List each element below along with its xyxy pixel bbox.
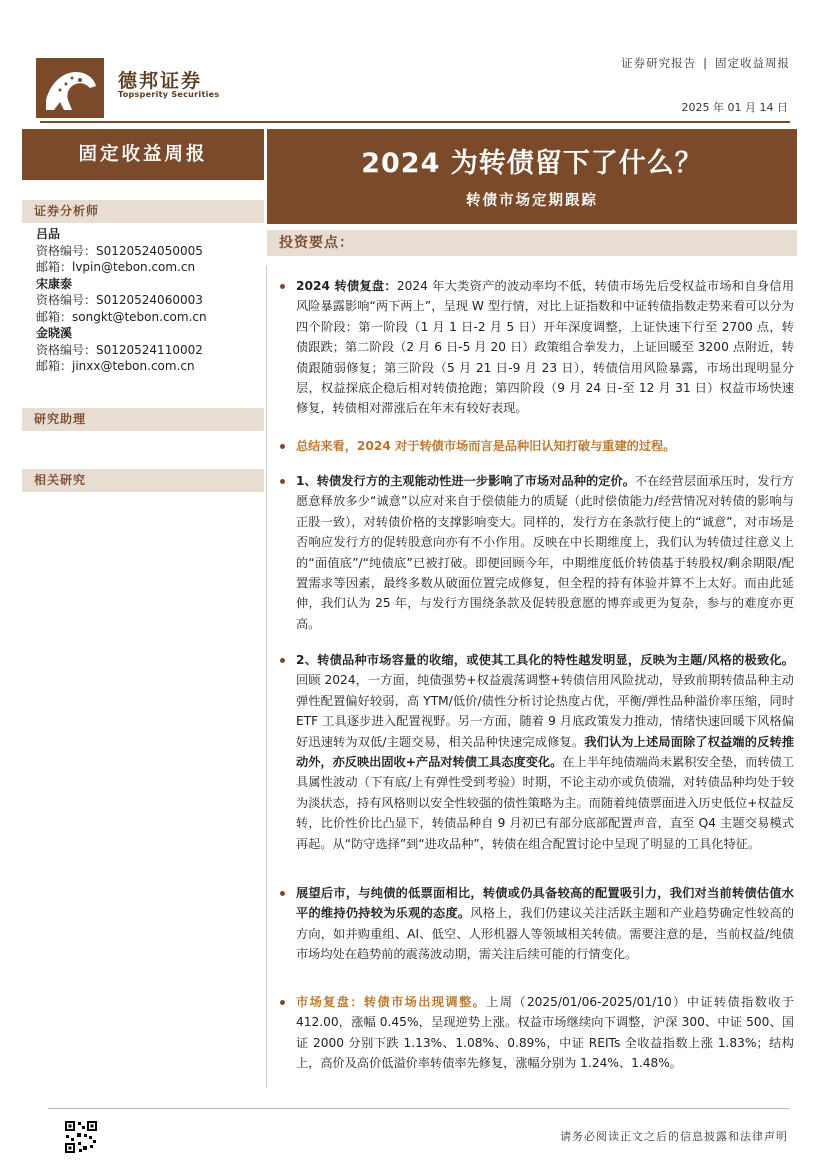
bullet-item <box>280 650 794 854</box>
related-research-heading: 相关研究 <box>22 469 264 492</box>
bullet-icon <box>280 891 285 896</box>
analyst-name: 宋康泰 <box>36 276 73 291</box>
brand-name-en: Topsperity Securities <box>118 90 220 99</box>
bullet-item <box>280 883 794 965</box>
bullet-icon <box>280 479 285 484</box>
header-divider <box>40 121 790 123</box>
report-type-line <box>621 55 790 71</box>
analyst-name: 金晓溪 <box>36 326 73 340</box>
bullet-lead: 2、转债品种市场容量的收缩，或使其工具化的特性越发明显，反映为主题/风格的极致化。 <box>296 653 794 667</box>
footer-divider <box>48 1108 790 1109</box>
bullet-text: 风格上，我们仍建议关注活跃主题和产业趋势确定性较高的方向，如并购重组、AI、低空、人形机器人等领域相关转债。需要注意的是，当前权益/纯债市场均处在趋势前的震荡波动期，需关注后续可能的行情变化。 <box>296 906 795 962</box>
bullet-text: 回顾 2024，一方面，纯债强势+权益震荡调整+转债信用风险扰动，导致前期转债品种主动弹性配置偏好较弱，高 YTM/低价/债性分析讨论热度占优，平衡/弹性品种溢价率压缩，同时 ETF 工具逐步进入配置视野。另一方面，随着 9 月底政策发力推动，情绪快速回暖下风格偏好迅速转为双低/主题交易，相关品种快速完成修复。 <box>296 673 794 749</box>
report-date: 2025 年 01 月 14 日 <box>681 101 788 114</box>
bullet-icon <box>280 658 285 663</box>
assistant-heading: 研究助理 <box>22 408 264 431</box>
bullet-text: 上周（2025/01/06-2025/01/10）中证转债指数收于 412.00，涨幅 0.45%，呈现逆势上涨。权益市场继续向下调整，沪深 300、中证 500、国证 2000 分别下跌 1.13%、1.08%、0.89%，中证 REITs 全收益指数上涨 1.83%；结构上，高价及高价低溢价率转债率先修复，涨幅分别为 1.24%、1.48%。 <box>296 995 795 1071</box>
bullet-item <box>280 992 794 1074</box>
analyst-block <box>36 226 207 375</box>
title-band <box>267 129 797 224</box>
bullet-lead: 2024 转债复盘： <box>296 279 397 293</box>
bullet-summary: 总结来看，2024 对于转债市场而言是品种旧认知打破与重建的过程。 <box>296 439 676 453</box>
separator: | <box>703 56 708 70</box>
bullet-text: 在上半年纯债端尚未累积安全垫，而转债工具属性波动（下有底/上有弹性受到考验）时期，不论主动亦或负债端，对转债品种均处于较为淡状态，持有风格则以安全性较强的债性策略为主。而随着纯债票面进入历史低位+权益反转，比价性价比凸显下，转债品种自 9 月初已有部分底部配置声音，直至 Q4 主题交易模式再起。从“防守选择”到“进攻品种”，转债在组合配置讨论中呈现了明显的工具化特征。 <box>296 755 795 851</box>
bullet-icon <box>280 444 285 449</box>
analysts-heading: 证券分析师 <box>22 200 264 223</box>
bullet-bold-text: 我们认为上述局面除了权益端的反转推动外，亦反映出固收+产品对转债工具态度变化。 <box>296 734 795 770</box>
analyst-cert: 资格编号：S0120524060003 <box>36 293 203 307</box>
brand-name-cn: 德邦证券 <box>118 70 203 92</box>
qr-code-icon <box>64 1120 98 1154</box>
column-divider <box>266 266 267 1088</box>
report-type: 固定收益周报 <box>715 56 790 70</box>
bullet-text: 2024 年大类资产的波动率均不低，转债市场先后受权益市场和自身信用风险暴露影响“两下两上”，呈现 W 型行情，对比上证指数和中证转债指数走势来看可以分为四个阶段：第一阶段（1 月 1 日-2 月 5 日）开年深度调整，上证快速下行至 2700 点，转债跟跌；第二阶段（2 月 6 日-5 月 20 日）政策组合拳发力，上证回暖至 3200 点附近，转债跟随弱修复；第三阶段（5 月 21 日-9 月 23 日），转债信用风险暴露，市场出现明显分层，权益探底企稳后相对转债抢跑；第四阶段（9 月 24 日-至 12 月 31 日）权益市场快速修复，转债相对滞涨后在年末有较好表现。 <box>296 279 795 416</box>
bullet-lead: 市场复盘：转债市场出现调整。 <box>296 995 487 1009</box>
left-band-label: 固定收益周报 <box>22 129 264 180</box>
report-title: 2024 为转债留下了什么？ <box>361 148 703 179</box>
bullet-lead: 1、转债发行方的主观能动性进一步影响了市场对品种的定价。 <box>296 474 635 488</box>
bullet-item <box>280 471 794 634</box>
bullet-item <box>280 436 794 456</box>
investment-points-heading: 投资要点： <box>267 230 797 256</box>
bullet-icon <box>280 1000 285 1005</box>
analyst-email[interactable]: 邮箱：jinxx@tebon.com.cn <box>36 359 195 373</box>
legal-disclaimer: 请务必阅读正文之后的信息披露和法律声明 <box>560 1130 788 1143</box>
analyst-cert: 资格编号：S0120524050005 <box>36 243 203 258</box>
report-subtitle: 转债市场定期跟踪 <box>466 193 598 209</box>
bullet-icon <box>280 284 285 289</box>
company-logo <box>36 58 104 118</box>
analyst-name: 吕品 <box>36 227 61 241</box>
analyst-cert: 资格编号：S0120524110002 <box>36 342 203 357</box>
bullet-text: 不在经营层面承压时，发行方愿意释放多少“诚意”以应对来自于偿债能力的质疑（此时偿债能力/经营情况对转债的影响与正股一致），对转债价格的支撑影响变大。同样的，发行方在条款行使上的“诚意”，对市场是否响应发行方的促转股意向亦有不小作用。反映在中长期维度上，我们认为转债过往意义上的“面值底”/“纯债底”已被打破。即便回顾今年，中期维度低价转债基于转股权/剩余期限/配置需求等因素，最终多数从破面位置完成修复，但全程的持有体验并算不上太好。而由此延伸，我们认为 25 年，与发行方围绕条款及促转股意愿的博弈或更为复杂，参与的难度亦更高。 <box>296 474 794 631</box>
analyst-email[interactable]: 邮箱：lvpin@tebon.com.cn <box>36 260 196 274</box>
bullet-lead: 展望后市，与纯债的低票面相比，转债或仍具备较高的配置吸引力，我们对当前转债估值水平的维持仍持较为乐观的态度。 <box>296 886 794 921</box>
report-category: 证券研究报告 <box>621 56 697 70</box>
bullet-item <box>280 276 794 419</box>
analyst-email[interactable]: 邮箱：songkt@tebon.com.cn <box>36 309 207 324</box>
